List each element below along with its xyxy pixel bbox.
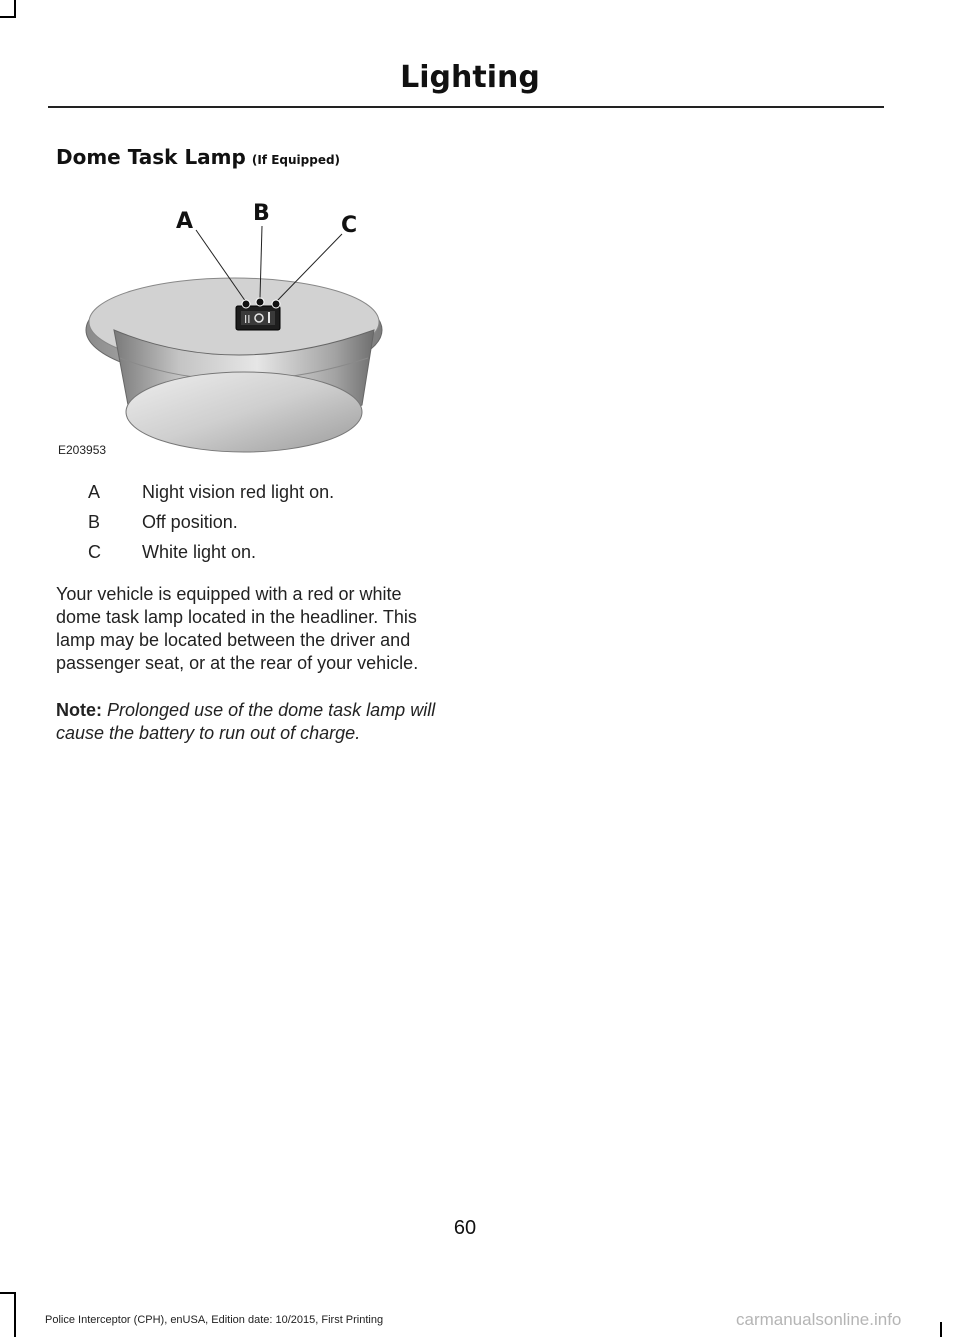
footer-edition: Police Interceptor (CPH), enUSA, Edition date: 10/2015, First Printing [45,1314,384,1326]
note-text: Prolonged use of the dome task lamp will cause the battery to run out of charge. [56,700,436,743]
callout-b: B [253,201,270,226]
lamp-lens [126,372,362,452]
note-paragraph [56,699,451,745]
dome-lamp-illustration [56,190,396,460]
body-paragraph: Your vehicle is equipped with a red or white dome task lamp located in the headliner. This lamp may be located between the driver and passenger seat, or at the rear of your vehicle. [56,584,419,673]
crop-mark-top-left-h [0,16,16,18]
legend-text: Off position. [142,512,238,532]
section-heading-qualifier: (If Equipped) [251,153,341,167]
svg-text:II: II [244,313,251,326]
crop-mark-bottom-left-v [14,1292,16,1337]
callout-a: A [176,209,194,234]
page-title: Lighting [400,60,540,95]
crop-mark-bottom-left-h [0,1292,16,1294]
callout-c: C [341,213,358,238]
legend-key: B [88,512,101,532]
note-label: Note: [56,700,102,720]
legend-text: Night vision red light on. [142,482,335,502]
page-number: 60 [453,1217,477,1239]
figure-id: E203953 [58,443,107,457]
header-rule [48,106,884,108]
section-heading [56,145,340,169]
watermark: carmanualsonline.info [736,1310,902,1329]
legend-text: White light on. [142,542,257,562]
crop-mark-bottom-right-v [940,1322,942,1337]
section-heading-text: Dome Task Lamp [56,145,246,169]
legend-key: A [88,482,101,502]
legend-key: C [88,542,101,562]
